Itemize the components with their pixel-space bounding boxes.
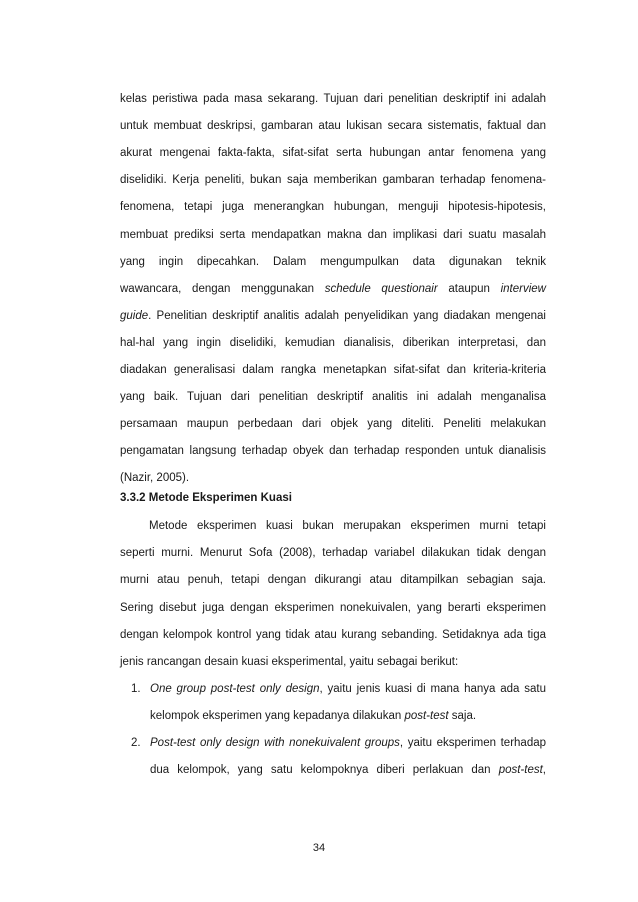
text-line: kelas peristiwa pada masa sekarang. Tujuan dari penelitian deskriptif ini adalah (120, 93, 546, 105)
italic-term: One group post-test only design (150, 683, 320, 695)
list-number: 2. (131, 737, 141, 749)
list-item-line: dua kelompok, yang satu kelompoknya diberi perlakuan dan post-test, (150, 764, 546, 776)
italic-term: schedule questionair (324, 283, 438, 295)
text-line: Metode eksperimen kuasi bukan merupakan eksperimen murni tetapi (149, 520, 546, 532)
italic-term: guide (120, 310, 149, 322)
text-line: dengan kelompok kontrol yang tidak atau kurang sebanding. Setidaknya ada tiga (120, 629, 546, 641)
text-line: untuk membuat deskripsi, gambaran atau lukisan secara sistematis, faktual dan (120, 120, 546, 132)
text-line: seperti murni. Menurut Sofa (2008), terhadap variabel dilakukan tidak dengan (120, 547, 546, 559)
text-line: pengamatan langsung terhadap obyek dan terhadap responden untuk dianalisis (120, 445, 546, 457)
list-item-line: One group post-test only design, yaitu jenis kuasi di mana hanya ada satu (150, 683, 546, 695)
text-line: hal-hal yang ingin diselidiki, kemudian dianalisis, diberikan interpretasi, dan (120, 337, 546, 349)
italic-term: interview (500, 283, 546, 295)
text-line: membuat prediksi serta mendapatkan makna dan implikasi dari suatu masalah (120, 229, 546, 241)
text-line: yang ingin dipecahkan. Dalam mengumpulkan data digunakan teknik (120, 256, 546, 268)
section-heading: 3.3.2 Metode Eksperimen Kuasi (120, 492, 292, 504)
text-line: diadakan generalisasi dalam rangka menetapkan sifat-sifat dan kriteria-kriteria (120, 364, 546, 376)
text-line: guide. Penelitian deskriptif analitis adalah penyelidikan yang diadakan mengenai (120, 310, 546, 322)
text-line: Sering disebut juga dengan eksperimen nonekuivalen, yang berarti eksperimen (120, 602, 546, 614)
text-line: akurat mengenai fakta-fakta, sifat-sifat serta hubungan antar fenomena yang (120, 147, 546, 159)
list-number: 1. (131, 683, 141, 695)
text-line: murni atau penuh, tetapi dengan dikurangi atau ditampilkan sebagian saja. (120, 574, 546, 586)
text-line: (Nazir, 2005). (120, 472, 190, 484)
italic-term: post-test (404, 710, 449, 722)
text-line: fenomena, tetapi juga menerangkan hubungan, menguji hipotesis-hipotesis, (120, 201, 546, 213)
italic-term: Post-test only design with nonekuivalent groups (150, 737, 400, 749)
list-item-line: Post-test only design with nonekuivalent groups, yaitu eksperimen terhadap (150, 737, 547, 749)
italic-term: post-test (498, 764, 543, 776)
list-item-line: kelompok eksperimen yang kepadanya dilakukan post-test saja. (150, 710, 477, 722)
text-line: jenis rancangan desain kuasi eksperimental, yaitu sebagai berikut: (120, 656, 459, 668)
text-line: wawancara, dengan menggunakan schedule questionair ataupun interview (120, 283, 546, 295)
text-line: yang baik. Tujuan dari penelitian deskriptif analitis ini adalah menganalisa (120, 391, 546, 403)
text-line: persamaan maupun perbedaan dari objek yang diteliti. Peneliti melakukan (120, 418, 546, 430)
page-number: 34 (312, 842, 326, 854)
text-line: diselidiki. Kerja peneliti, bukan saja memberikan gambaran terhadap fenomena- (120, 174, 546, 186)
